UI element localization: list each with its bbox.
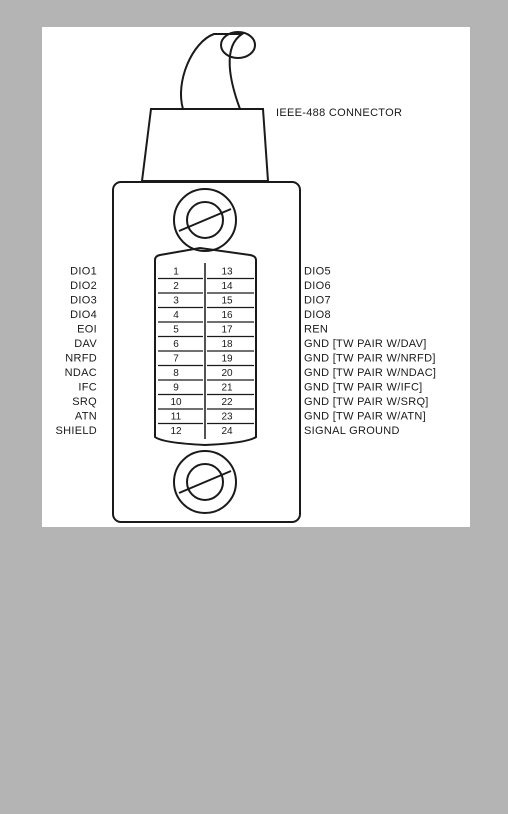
right-pin-number: 17	[221, 324, 233, 336]
left-signal-label: DIO3	[70, 294, 97, 307]
right-pin-number: 23	[221, 411, 233, 423]
left-pin-number: 7	[173, 353, 179, 365]
left-pin-number: 8	[173, 368, 179, 379]
left-pin-number: 5	[173, 324, 179, 336]
left-pin-number: 1	[173, 266, 179, 278]
left-signal-label: NDAC	[64, 367, 97, 379]
left-signal-label: SRQ	[72, 396, 97, 408]
top-screw-icon	[174, 189, 236, 251]
right-pin-number: 21	[221, 382, 233, 394]
bottom-screw-icon	[174, 451, 236, 513]
right-signal-label: DIO7	[304, 294, 331, 307]
left-pin-number: 11	[170, 411, 182, 423]
right-signal-label: GND [TW PAIR W/DAV]	[304, 338, 427, 350]
right-signal-label: GND [TW PAIR W/SRQ]	[304, 396, 429, 408]
right-signal-label: GND [TW PAIR W/NDAC]	[304, 367, 437, 379]
diagram-panel	[42, 27, 470, 527]
left-signal-label: ATN	[74, 410, 97, 423]
right-pin-number: 20	[221, 368, 233, 379]
right-pin-number: 24	[221, 426, 233, 437]
right-signal-label: DIO6	[304, 280, 331, 292]
left-signal-label: NRFD	[65, 352, 97, 365]
left-pin-number: 12	[170, 426, 182, 437]
left-signal-label: DIO4	[70, 309, 97, 321]
right-pin-number: 16	[221, 310, 233, 321]
right-signal-label: DIO8	[304, 309, 331, 321]
right-signal-label: GND [TW PAIR W/IFC]	[304, 381, 423, 394]
right-pin-number: 15	[221, 295, 233, 307]
left-pin-number: 6	[173, 339, 179, 350]
connector-diagram	[42, 27, 470, 527]
left-signal-label: SHIELD	[55, 425, 97, 437]
right-pin-number: 19	[221, 353, 233, 365]
right-signal-label: GND [TW PAIR W/ATN]	[304, 410, 427, 423]
left-pin-number: 2	[173, 281, 179, 292]
cable	[181, 34, 242, 109]
left-signal-label: IFC	[78, 381, 97, 394]
left-signal-label: DIO2	[70, 280, 97, 292]
right-pin-number: 13	[221, 266, 233, 278]
left-signal-label: EOI	[77, 323, 97, 336]
left-signal-label: DIO1	[70, 265, 97, 278]
right-signal-label: REN	[304, 323, 329, 336]
left-pin-number: 3	[173, 295, 179, 307]
right-pin-number: 14	[221, 281, 233, 292]
connector-housing	[142, 109, 268, 181]
left-signal-label: DAV	[74, 338, 97, 350]
right-signal-label: SIGNAL GROUND	[304, 425, 400, 437]
connector-body	[113, 182, 300, 522]
right-pin-number: 22	[221, 397, 233, 408]
left-pin-number: 9	[173, 382, 179, 394]
right-signal-label: DIO5	[304, 265, 331, 278]
right-pin-number: 18	[221, 339, 233, 350]
connector-title: IEEE-488 CONNECTOR	[276, 107, 403, 119]
right-signal-label: GND [TW PAIR W/NRFD]	[304, 352, 436, 365]
left-pin-number: 4	[173, 310, 179, 321]
left-pin-number: 10	[170, 397, 182, 408]
